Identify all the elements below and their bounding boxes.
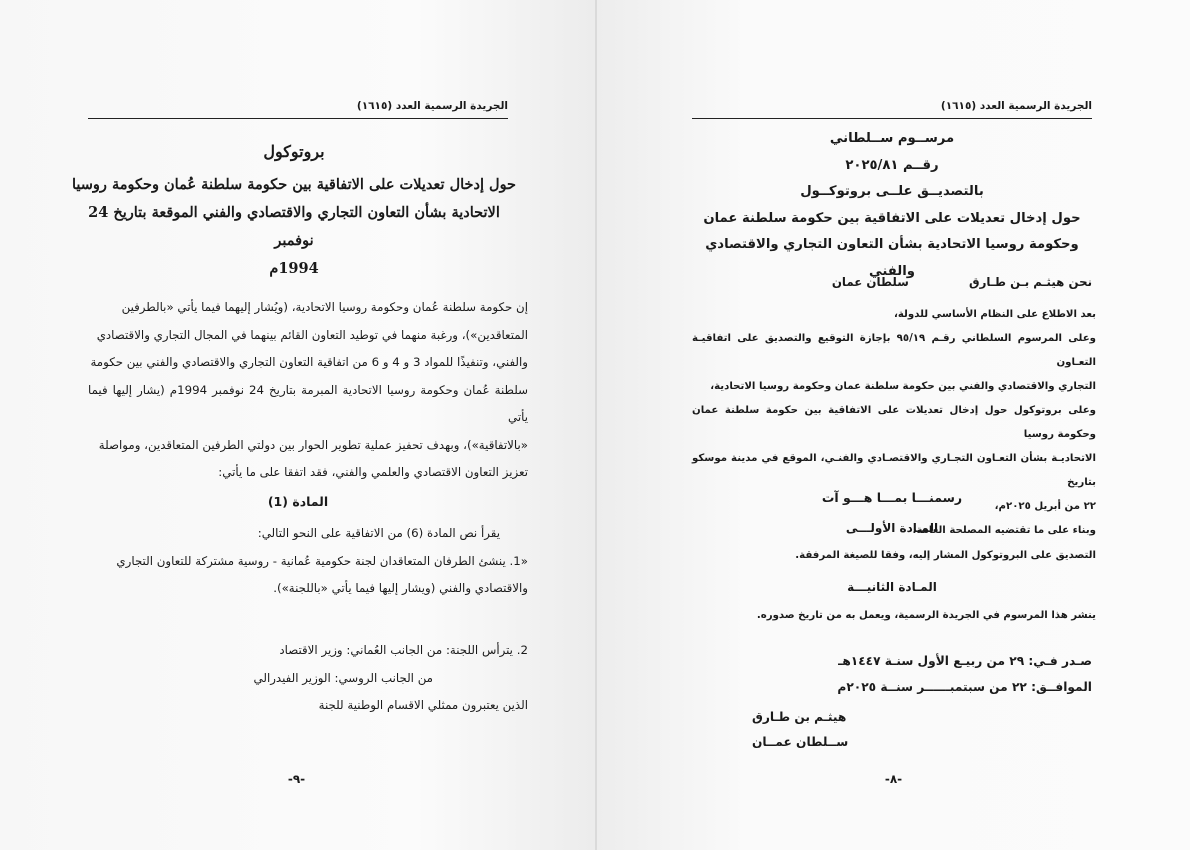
article-line: والاقتصادي والفني (ويشار إليها فيما يأتي «باللجنة»). bbox=[273, 581, 528, 595]
article-2-title: المـادة الثانيـــة bbox=[847, 580, 937, 594]
clause-line: من الجانب الروسي: الوزير الفيدرالي bbox=[253, 670, 433, 685]
issued-date-gregorian: الموافــق: ٢٢ من سبتمبــــــر سنــة ٢٠٢٥م bbox=[837, 680, 1092, 694]
protocol-subtitle-line: حول إدخال تعديلات على الاتفاقية بين حكومة سلطنة عُمان وحكومة روسيا bbox=[71, 176, 517, 193]
recital-line: بعد الاطلاع على النظام الأساسي للدولة، bbox=[894, 309, 1096, 320]
article-line: يقرأ نص المادة (6) من الاتفاقية على النحو التالي: bbox=[257, 526, 500, 540]
preamble-line: تعزيز التعاون الاقتصادي والعلمي والفني، فقد اتفقا على ما يأتي: bbox=[218, 465, 528, 479]
page-header: الجريدة الرسمية العدد (١٦١٥) bbox=[88, 100, 508, 119]
page-number bbox=[597, 772, 1190, 786]
recital-line: وعلى بروتوكول حول إدخال تعديلات على الاتفاقية بين حكومة سلطنة عمان وحكومة روسيا bbox=[692, 405, 1096, 440]
preamble-line: المتعاقدين»)، ورغبة منهما في توطيد التعاون القائم بينهما في المجال التجاري والاقتصادي bbox=[96, 327, 528, 342]
protocol-title-block bbox=[68, 142, 520, 283]
page-header: الجريدة الرسمية العدد (١٦١٥) bbox=[692, 100, 1092, 119]
preamble-line: إن حكومة سلطنة عُمان وحكومة روسيا الاتحادية، (ويُشار إليهما فيما يأتي «بالطرفين bbox=[121, 300, 528, 314]
decree-line: حول إدخال تعديلات على الاتفاقية بين حكومة سلطنة عمان bbox=[703, 210, 1081, 226]
decree-title: مرســوم ســلطاني bbox=[829, 131, 955, 146]
page-number-text: -٨- bbox=[884, 772, 903, 786]
issued-date-hijri: صـدر فـي: ٢٩ من ربيـع الأول سنـة ١٤٤٧هـ bbox=[838, 654, 1092, 668]
article-1-title: المـادة الأولـــى bbox=[845, 521, 939, 535]
preamble-paragraph bbox=[88, 294, 528, 487]
preamble-line: سلطنة عُمان وحكومة روسيا الاتحادية المبرمة بتاريخ 24 نوفمبر 1994م (يشار إليها فيما يأتي bbox=[88, 382, 528, 424]
decree-line: بالتصديــق علــى بروتوكــول bbox=[800, 184, 984, 199]
decree-number: رقــم ٢٠٢٥/٨١ bbox=[845, 157, 939, 173]
recital-line: وبناء على ما تقتضيه المصلحة العامة، bbox=[912, 525, 1096, 536]
recital-line: الاتحاديـة بشأن التعـاون التجـاري والاقتصـادي والفنـي، الموقع في مدينة موسكو بتاريخ bbox=[692, 453, 1096, 488]
clause-line: 2. يترأس اللجنة: من الجانب العُماني: وزير الاقتصاد bbox=[279, 643, 528, 657]
protocol-subtitle-line: الاتحادية بشأن التعاون التجاري والاقتصادي والفني الموقعة بتاريخ 24 نوفمبر bbox=[88, 204, 500, 249]
page-8 bbox=[597, 0, 1190, 850]
article-1-title: المادة (1) bbox=[267, 494, 329, 509]
clause-line: الذين يعتبرون ممثلي الاقسام الوطنية للجنة bbox=[318, 698, 528, 712]
decreed-line: رسمنـــا بمـــا هـــو آت bbox=[821, 490, 963, 505]
page-number bbox=[0, 772, 595, 786]
page-number-text: -٩- bbox=[287, 772, 306, 786]
article-line: «1. ينشئ الطرفان المتعاقدان لجنة حكومية عُمانية - روسية مشتركة للتعاون التجاري bbox=[116, 553, 528, 568]
sultan-title: سلطان عمان bbox=[831, 275, 909, 289]
signature-name: هيثـم بن طـارق bbox=[752, 710, 847, 724]
recital-line: وعلى المرسوم السلطاني رقـم ٩٥/١٩ بإجازة التوقيع والتصديق على اتفاقيـة التعـاون bbox=[692, 333, 1097, 368]
decree-heading bbox=[692, 126, 1092, 285]
article-1-body bbox=[88, 520, 528, 603]
article-2-text: ينشر هذا المرسوم في الجريدة الرسمية، ويعمل به من تاريخ صدوره. bbox=[756, 610, 1096, 621]
sultan-name: نحن هيثـم بـن طـارق bbox=[969, 275, 1092, 289]
article-1-text: التصديق على البروتوكول المشار إليه، وفقا للصيغة المرفقة. bbox=[795, 550, 1096, 561]
sultan-line bbox=[692, 275, 1092, 289]
recital-line: ٢٢ من أبريل ٢٠٢٥م، bbox=[994, 501, 1096, 512]
signature-title: ســلطان عمــان bbox=[752, 735, 849, 749]
preamble-line: «بالاتفاقية»)، وبهدف تحفيز عملية تطوير الحوار بين دولتي الطرفين المتعاقدين، ومواصلة bbox=[98, 437, 528, 452]
protocol-subtitle-line: 1994م bbox=[269, 260, 319, 277]
protocol-title: بروتوكول bbox=[263, 142, 325, 161]
recitals bbox=[692, 303, 1096, 543]
recital-line: التجاري والاقتصادي والفني بين حكومة سلطنة عمان وحكومة روسيا الاتحادية، bbox=[710, 381, 1096, 392]
clause-2-body bbox=[88, 637, 528, 720]
decree-line: وحكومة روسيا الاتحادية بشأن التعاون التجاري والاقتصادي والفني bbox=[705, 237, 1079, 279]
preamble-line: والفني، وتنفيذًا للمواد 3 و 4 و 6 من اتفاقية التعاون التجاري والاقتصادي والفني بين حكومة bbox=[90, 355, 528, 369]
